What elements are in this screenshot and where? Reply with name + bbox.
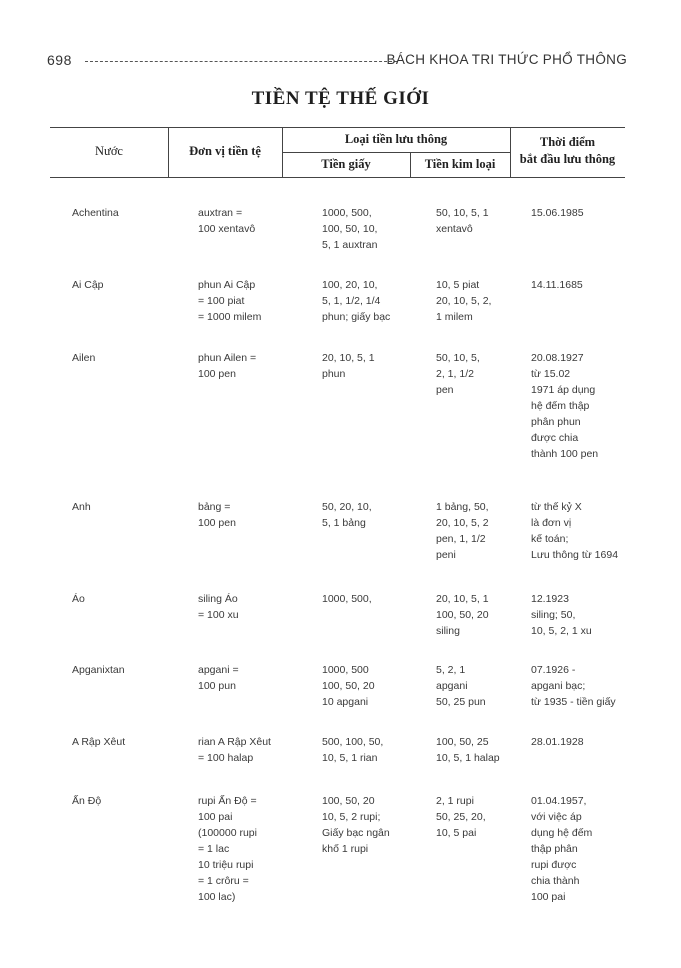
cell-line: 100, 50, 20 xyxy=(322,795,375,807)
row-unit xyxy=(198,591,239,623)
cell-line: 12.1923 xyxy=(531,593,569,605)
header-start-line1: Thời điểm xyxy=(539,135,596,149)
row-paper xyxy=(322,591,372,607)
cell-line: pen xyxy=(436,384,454,396)
cell-line: 100 pun xyxy=(198,680,236,692)
cell-line: = 1000 milem xyxy=(198,311,262,323)
row-start xyxy=(531,793,592,905)
cell-line: 50, 20, 10, xyxy=(322,501,372,513)
row-start xyxy=(531,734,584,750)
cell-line: chia thành xyxy=(531,875,580,887)
row-unit xyxy=(198,350,256,382)
header-circulation: Loại tiền lưu thông xyxy=(344,132,448,146)
row-country xyxy=(72,499,91,515)
row-coin xyxy=(436,277,491,325)
cell-line: 5, 1 bảng xyxy=(322,517,366,529)
cell-line: 10, 5, 1 halap xyxy=(436,752,500,764)
row-start xyxy=(531,591,592,639)
row-paper xyxy=(322,350,375,382)
row-unit xyxy=(198,499,236,531)
cell-line: 5, 1, 1/2, 1/4 xyxy=(322,295,381,307)
row-coin xyxy=(436,591,489,639)
cell-line: 15.06.1985 xyxy=(531,207,584,219)
cell-line: hệ đếm thập xyxy=(531,400,590,412)
cell-line: 1000, 500, xyxy=(322,207,372,219)
row-paper xyxy=(322,734,383,766)
row-country xyxy=(72,205,119,221)
row-start xyxy=(531,277,583,293)
cell-line: Lưu thông từ 1694 xyxy=(531,549,619,561)
cell-line: 10 apgani xyxy=(322,696,369,708)
cell-line: rian A Rập Xêut xyxy=(198,736,271,748)
row-unit xyxy=(198,734,271,766)
cell-line: 100 lac) xyxy=(198,891,236,903)
row-start xyxy=(531,205,584,221)
cell-line: 50, 10, 5, xyxy=(436,352,480,364)
table-header xyxy=(50,127,625,178)
cell-line: 50, 25 pun xyxy=(436,696,486,708)
cell-line: được chia xyxy=(531,432,579,444)
row-coin xyxy=(436,793,486,841)
cell-line: phun Ailen = xyxy=(198,352,257,364)
cell-line: 10 triệu rupi xyxy=(198,859,254,871)
cell-line: xentavô xyxy=(436,223,473,235)
row-unit xyxy=(198,662,239,694)
cell-line: 01.04.1957, xyxy=(531,795,587,807)
cell-line: bảng = xyxy=(198,501,231,513)
cell-line: Apganixtan xyxy=(72,664,125,676)
header-country: Nước xyxy=(95,144,123,158)
row-unit xyxy=(198,277,261,325)
cell-line: 500, 100, 50, xyxy=(322,736,384,748)
row-start xyxy=(531,499,618,563)
header-start-line2: bắt đầu lưu thông xyxy=(519,152,616,166)
cell-line: 28.01.1928 xyxy=(531,736,584,748)
cell-line: Áo xyxy=(72,593,85,605)
row-coin xyxy=(436,499,489,563)
header-unit: Đơn vị tiền tệ xyxy=(189,144,261,158)
cell-line: 100 pen xyxy=(198,517,236,529)
header-coin: Tiền kim loại xyxy=(424,157,496,171)
row-paper xyxy=(322,662,375,710)
cell-line: 20, 10, 5, 2 xyxy=(436,517,489,529)
cell-line: thập phân xyxy=(531,843,578,855)
cell-line: rupi được xyxy=(531,859,577,871)
cell-line: Achentina xyxy=(72,207,119,219)
cell-line: phun xyxy=(322,368,346,380)
row-country xyxy=(72,591,85,607)
cell-line: là đơn vị xyxy=(531,517,572,529)
cell-line: 100 xentavô xyxy=(198,223,256,235)
cell-line: Anh xyxy=(72,501,91,513)
cell-line: 20.08.1927 xyxy=(531,352,584,364)
cell-line: 1000, 500, xyxy=(322,593,372,605)
cell-line: auxtran = xyxy=(198,207,243,219)
cell-line: 100, 50, 20 xyxy=(322,680,375,692)
cell-line: 10, 5 piat xyxy=(436,279,480,291)
header-subdivider xyxy=(282,152,510,153)
cell-line: 100, 50, 10, xyxy=(322,223,378,235)
cell-line: 100, 20, 10, xyxy=(322,279,378,291)
cell-line: 20, 10, 5, 2, xyxy=(436,295,492,307)
row-paper xyxy=(322,793,390,857)
cell-line: 20, 10, 5, 1 xyxy=(322,352,375,364)
cell-line: với việc áp xyxy=(531,811,582,823)
cell-line: apgani xyxy=(436,680,468,692)
cell-line: 10, 5, 2, 1 xu xyxy=(531,625,592,637)
row-coin xyxy=(436,350,480,398)
cell-line: 100 pai xyxy=(531,891,566,903)
cell-line: siling xyxy=(436,625,460,637)
row-country xyxy=(72,277,104,293)
row-start xyxy=(531,662,616,710)
page-header xyxy=(47,52,627,74)
cell-line: 50, 10, 5, 1 xyxy=(436,207,489,219)
cell-line: Ấn Độ xyxy=(72,795,102,807)
cell-line: 2, 1, 1/2 xyxy=(436,368,474,380)
cell-line: apgani bạc; xyxy=(531,680,586,692)
cell-line: 5, 1 auxtran xyxy=(322,239,378,251)
cell-line: thành 100 pen xyxy=(531,448,599,460)
cell-line: = 1 lac xyxy=(198,843,230,855)
row-paper xyxy=(322,499,372,531)
cell-line: 100, 50, 20 xyxy=(436,609,489,621)
cell-line: 100, 50, 25 xyxy=(436,736,489,748)
cell-line: 10, 5 pai xyxy=(436,827,477,839)
cell-line: = 100 xu xyxy=(198,609,239,621)
cell-line: apgani = xyxy=(198,664,239,676)
row-country xyxy=(72,350,95,366)
cell-line: Giấy bạc ngân xyxy=(322,827,390,839)
page-number: 698 xyxy=(47,52,72,68)
cell-line: (100000 rupi xyxy=(198,827,257,839)
cell-line: kế toán; xyxy=(531,533,569,545)
row-coin xyxy=(436,205,489,237)
cell-line: 50, 25, 20, xyxy=(436,811,486,823)
row-unit xyxy=(198,793,257,905)
cell-line: 07.1926 - xyxy=(531,664,576,676)
cell-line: 14.11.1685 xyxy=(531,279,583,291)
page-title: TIỀN TỆ THẾ GIỚI xyxy=(251,88,430,109)
cell-line: Ai Cập xyxy=(72,279,104,291)
cell-line: 100 pen xyxy=(198,368,236,380)
cell-line: 1971 áp dụng xyxy=(531,384,596,396)
cell-line: 10, 5, 1 rian xyxy=(322,752,378,764)
row-country xyxy=(72,734,125,750)
row-paper xyxy=(322,277,390,325)
cell-line: siling; 50, xyxy=(531,609,576,621)
row-paper xyxy=(322,205,377,253)
cell-line: phun Ai Cập xyxy=(198,279,256,291)
cell-line: 2, 1 rupi xyxy=(436,795,474,807)
cell-line: A Rập Xêut xyxy=(72,736,126,748)
cell-line: phân phun xyxy=(531,416,581,428)
cell-line: = 1 crôru = xyxy=(198,875,249,887)
cell-line: 1000, 500 xyxy=(322,664,369,676)
cell-line: 100 pai xyxy=(198,811,233,823)
cell-line: 20, 10, 5, 1 xyxy=(436,593,489,605)
cell-line: rupi Ấn Độ = xyxy=(198,795,257,807)
cell-line: dụng hệ đếm xyxy=(531,827,593,839)
cell-line: Ailen xyxy=(72,352,96,364)
row-coin xyxy=(436,734,500,766)
cell-line: từ 15.02 xyxy=(531,368,571,380)
cell-line: phun; giấy bạc xyxy=(322,311,391,323)
cell-line: siling Áo xyxy=(198,593,238,605)
row-unit xyxy=(198,205,255,237)
cell-line: từ 1935 - tiền giấy xyxy=(531,696,616,708)
cell-line: pen, 1, 1/2 xyxy=(436,533,486,545)
row-country xyxy=(72,793,101,809)
cell-line: 1 milem xyxy=(436,311,473,323)
row-start xyxy=(531,350,598,462)
cell-line: peni xyxy=(436,549,456,561)
cell-line: từ thế kỷ X xyxy=(531,501,582,513)
cell-line: 10, 5, 2 rupi; xyxy=(322,811,381,823)
cell-line: khố 1 rupi xyxy=(322,843,369,855)
cell-line: = 100 halap xyxy=(198,752,254,764)
header-paper: Tiền giấy xyxy=(321,157,371,171)
running-title: BÁCH KHOA TRI THỨC PHỔ THÔNG xyxy=(386,52,627,67)
cell-line: 1 bảng, 50, xyxy=(436,501,489,513)
cell-line: 5, 2, 1 xyxy=(436,664,466,676)
row-coin xyxy=(436,662,486,710)
header-rule xyxy=(85,61,397,62)
row-country xyxy=(72,662,125,678)
cell-line: = 100 piat xyxy=(198,295,245,307)
